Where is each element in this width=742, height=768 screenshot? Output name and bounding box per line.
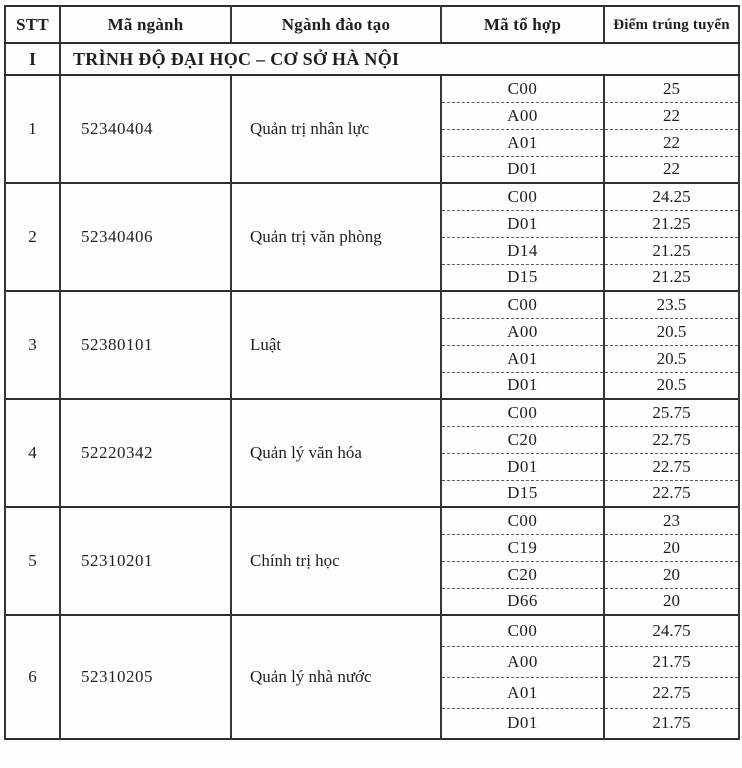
stt-cell: 5 <box>5 507 60 615</box>
score-cell: 24.25 <box>604 183 739 210</box>
score-cell: 20 <box>604 588 739 615</box>
combo-cell: A00 <box>441 318 604 345</box>
table-row <box>5 399 739 426</box>
major-code-cell: 52340406 <box>60 183 231 291</box>
col-header-major-name: Ngành đào tạo <box>231 6 441 43</box>
major-code-cell: 52220342 <box>60 399 231 507</box>
combo-cell: C00 <box>441 291 604 318</box>
score-cell: 25.75 <box>604 399 739 426</box>
combo-cell: D66 <box>441 588 604 615</box>
major-code-cell: 52380101 <box>60 291 231 399</box>
combo-cell: C00 <box>441 507 604 534</box>
score-cell: 20.5 <box>604 372 739 399</box>
score-cell: 21.25 <box>604 264 739 291</box>
major-name-cell: Luật <box>231 291 441 399</box>
major-code-cell: 52310205 <box>60 615 231 739</box>
table-row <box>5 183 739 210</box>
score-cell: 24.75 <box>604 615 739 646</box>
combo-cell: A01 <box>441 677 604 708</box>
table-row <box>5 75 739 102</box>
col-header-combo: Mã tổ hợp <box>441 6 604 43</box>
score-cell: 23.5 <box>604 291 739 318</box>
combo-cell: C20 <box>441 561 604 588</box>
score-cell: 20 <box>604 534 739 561</box>
score-cell: 22.75 <box>604 480 739 507</box>
major-name-cell: Quản trị văn phòng <box>231 183 441 291</box>
combo-cell: D15 <box>441 264 604 291</box>
table-row <box>5 507 739 534</box>
score-cell: 22 <box>604 102 739 129</box>
combo-cell: A00 <box>441 646 604 677</box>
scanned-document-page <box>0 5 742 768</box>
col-header-major-code: Mã ngành <box>60 6 231 43</box>
score-cell: 25 <box>604 75 739 102</box>
score-cell: 22 <box>604 129 739 156</box>
header-row <box>5 6 739 43</box>
score-cell: 23 <box>604 507 739 534</box>
admission-score-table <box>4 5 740 740</box>
combo-cell: A00 <box>441 102 604 129</box>
table-row <box>5 615 739 646</box>
combo-cell: C20 <box>441 426 604 453</box>
stt-cell: 6 <box>5 615 60 739</box>
stt-cell: 4 <box>5 399 60 507</box>
score-cell: 22.75 <box>604 426 739 453</box>
combo-cell: D01 <box>441 372 604 399</box>
stt-cell: 2 <box>5 183 60 291</box>
combo-cell: C19 <box>441 534 604 561</box>
major-code-cell: 52340404 <box>60 75 231 183</box>
stt-cell: 3 <box>5 291 60 399</box>
combo-cell: D01 <box>441 210 604 237</box>
score-cell: 20.5 <box>604 345 739 372</box>
major-name-cell: Quản lý nhà nước <box>231 615 441 739</box>
section-title: TRÌNH ĐỘ ĐẠI HỌC – CƠ SỞ HÀ NỘI <box>60 43 739 75</box>
score-cell: 22.75 <box>604 677 739 708</box>
section-row <box>5 43 739 75</box>
score-cell: 21.25 <box>604 237 739 264</box>
major-name-cell: Quản lý văn hóa <box>231 399 441 507</box>
col-header-score: Điểm trúng tuyển <box>604 6 739 43</box>
combo-cell: A01 <box>441 129 604 156</box>
major-name-cell: Chính trị học <box>231 507 441 615</box>
combo-cell: C00 <box>441 615 604 646</box>
combo-cell: A01 <box>441 345 604 372</box>
score-cell: 21.75 <box>604 708 739 739</box>
score-cell: 21.75 <box>604 646 739 677</box>
score-cell: 20.5 <box>604 318 739 345</box>
combo-cell: C00 <box>441 183 604 210</box>
combo-cell: D01 <box>441 453 604 480</box>
score-cell: 21.25 <box>604 210 739 237</box>
combo-cell: D01 <box>441 156 604 183</box>
major-code-cell: 52310201 <box>60 507 231 615</box>
combo-cell: D15 <box>441 480 604 507</box>
major-name-cell: Quản trị nhân lực <box>231 75 441 183</box>
combo-cell: D01 <box>441 708 604 739</box>
combo-cell: C00 <box>441 75 604 102</box>
table-row <box>5 291 739 318</box>
combo-cell: D14 <box>441 237 604 264</box>
combo-cell: C00 <box>441 399 604 426</box>
score-cell: 22.75 <box>604 453 739 480</box>
stt-cell: 1 <box>5 75 60 183</box>
score-cell: 20 <box>604 561 739 588</box>
section-index: I <box>5 43 60 75</box>
col-header-stt: STT <box>5 6 60 43</box>
score-cell: 22 <box>604 156 739 183</box>
